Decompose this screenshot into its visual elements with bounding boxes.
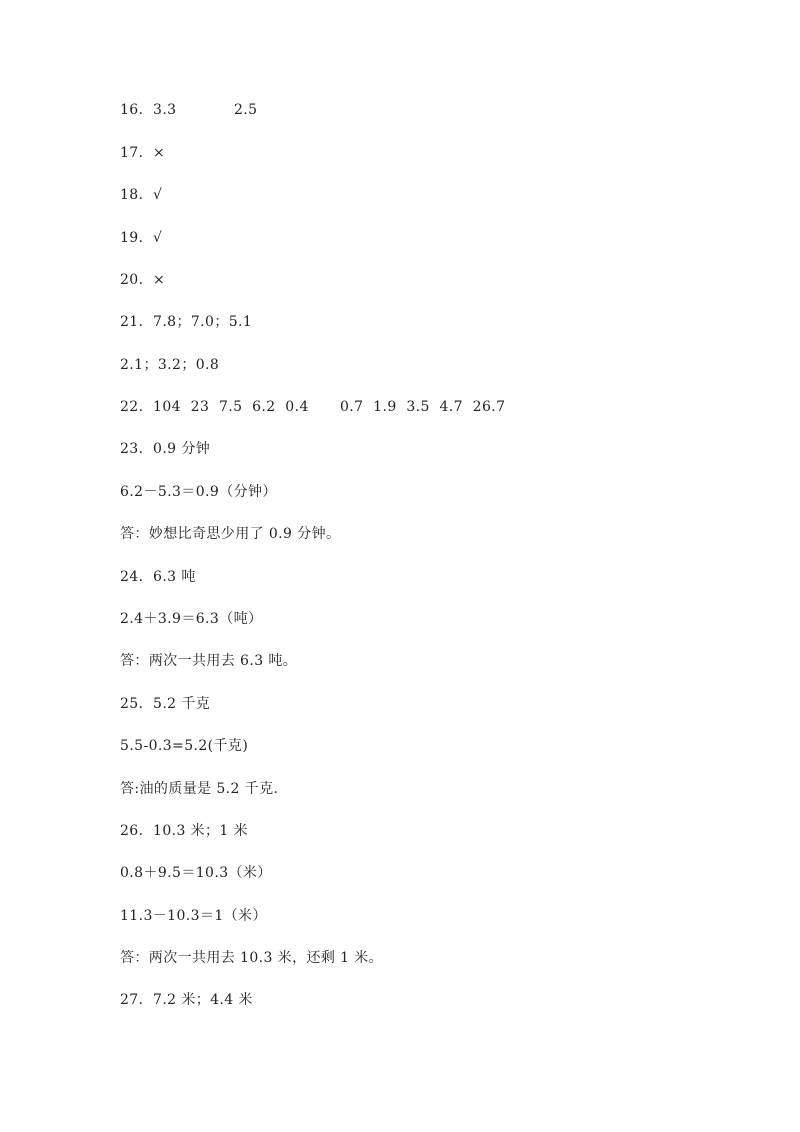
answer-21: 21．7.8；7.0；5.1	[120, 314, 253, 330]
answer-24-calc: 2.4＋3.9＝6.3（吨）	[120, 611, 263, 627]
answer-17: 17．×	[120, 145, 166, 161]
answer-25: 25．5.2 千克	[120, 696, 211, 712]
answer-22: 22．104 23 7.5 6.2 0.4	[120, 399, 309, 415]
answer-26-calc-1: 0.8＋9.5＝10.3（米）	[120, 865, 272, 881]
answer-25-reply: 答:油的质量是 5.2 千克.	[120, 781, 279, 797]
answer-23-reply: 答：妙想比奇思少用了 0.9 分钟。	[120, 526, 341, 542]
answer-20: 20．×	[120, 272, 166, 288]
answer-24-reply: 答：两次一共用去 6.3 吨。	[120, 653, 298, 669]
answer-16-second: 2.5	[234, 102, 258, 118]
answer-27: 27．7.2 米；4.4 米	[120, 992, 253, 1008]
answer-16: 16．3.3	[120, 102, 177, 118]
answer-25-calc: 5.5-0.3=5.2(千克)	[120, 738, 249, 754]
answer-19: 19．√	[120, 230, 163, 246]
answer-23-calc: 6.2－5.3＝0.9（分钟）	[120, 484, 277, 500]
answer-22-second: 0.7 1.9 3.5 4.7 26.7	[340, 399, 506, 415]
answer-18: 18．√	[120, 187, 163, 203]
answer-26-reply: 答：两次一共用去 10.3 米，还剩 1 米。	[120, 950, 384, 966]
answer-23: 23．0.9 分钟	[120, 441, 211, 457]
answer-24: 24．6.3 吨	[120, 569, 196, 585]
answer-26: 26．10.3 米；1 米	[120, 823, 248, 839]
answer-26-calc-2: 11.3－10.3＝1（米）	[120, 908, 267, 924]
answer-21-cont: 2.1；3.2；0.8	[120, 357, 220, 373]
